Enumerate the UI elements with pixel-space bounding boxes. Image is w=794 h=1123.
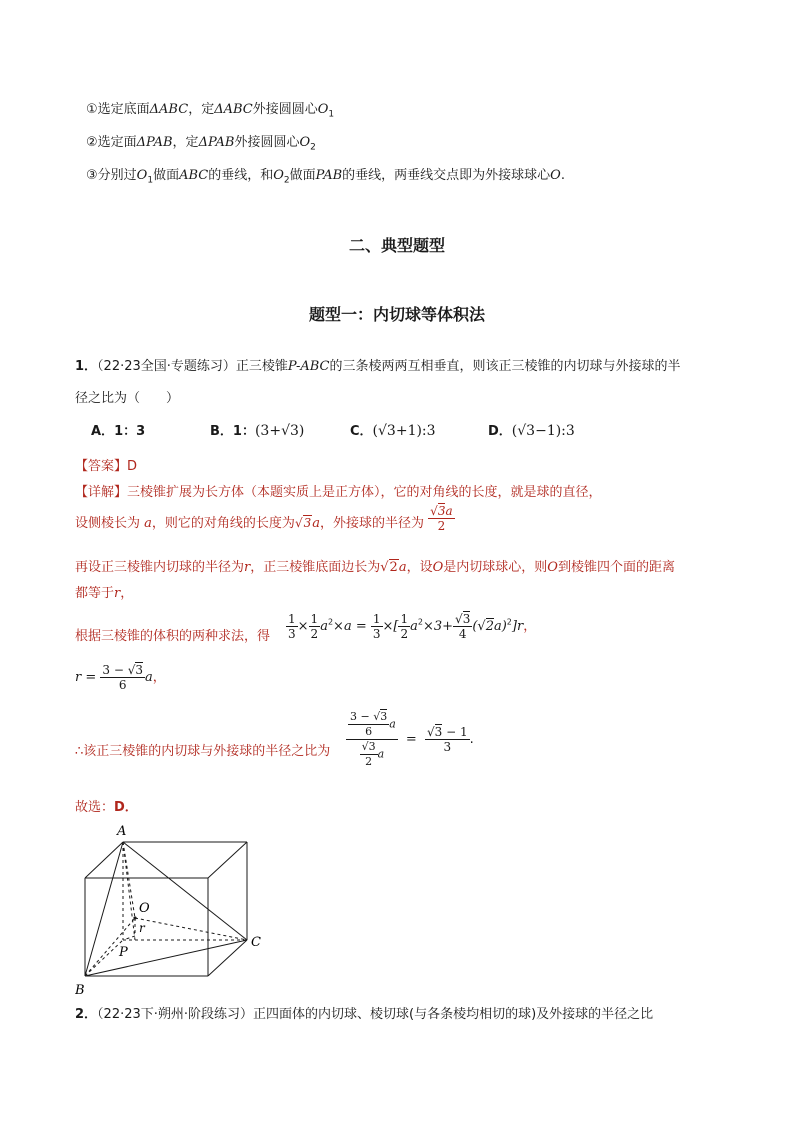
detail-tag: 【详解】 bbox=[75, 485, 128, 500]
conclusion-prefix: 故选： bbox=[75, 800, 115, 815]
problem-number: 2． bbox=[75, 1007, 98, 1022]
subscript: 2 bbox=[283, 175, 290, 186]
choice-d[interactable] bbox=[488, 420, 575, 439]
conclusion-value: D． bbox=[114, 800, 138, 815]
box-edge bbox=[208, 842, 247, 878]
detail-line-5 bbox=[75, 625, 270, 644]
label-b: B bbox=[75, 983, 85, 998]
label-a: A bbox=[117, 824, 127, 839]
choice-b-expression: (3+√3) bbox=[254, 423, 305, 439]
triangle-pab: ΔPAB bbox=[198, 135, 235, 150]
step-2-text: ，定 bbox=[172, 135, 199, 150]
problem-text: 正三棱锥 bbox=[235, 359, 288, 374]
pyramid-edge-ab bbox=[85, 842, 123, 976]
step-3-text: ③分别过 bbox=[86, 168, 137, 183]
box-hidden-edge bbox=[85, 940, 123, 976]
problem-text: 的三条棱两两互相垂直，则该正三棱锥的内切球与外接球的半 bbox=[329, 359, 681, 374]
label-p: P bbox=[119, 945, 128, 960]
detail-text: ， bbox=[120, 586, 134, 601]
pyramid-hidden-edge bbox=[123, 842, 135, 918]
step-3-text: 的垂线，两垂线交点即为外接球球心 bbox=[342, 168, 551, 183]
detail-text: 是内切球球心，则 bbox=[443, 560, 548, 575]
subsection-title: 题型一：内切球等体积法 bbox=[308, 305, 485, 324]
answer-tag: 【答案】 bbox=[75, 459, 128, 474]
choice-a[interactable] bbox=[91, 420, 145, 439]
detail-text: 设侧棱长为 bbox=[75, 516, 141, 531]
box-edge bbox=[208, 940, 247, 976]
problem-text: 正四面体的内切球、棱切球(与各条棱均相切的球)及外接球的半径之比 bbox=[253, 1007, 654, 1022]
outer-radius-fraction: $\frac{√3a}{2}$ bbox=[430, 504, 453, 533]
center-o1: O bbox=[136, 168, 148, 183]
triangle-abc: ΔABC bbox=[149, 102, 189, 117]
choice-value: 1：3 bbox=[114, 424, 146, 439]
detail-text: ，正三棱锥底面边长为 bbox=[250, 560, 381, 575]
face-abc: ABC bbox=[179, 168, 209, 183]
pyramid-name: P-ABC bbox=[287, 359, 330, 374]
choice-label: C． bbox=[350, 424, 373, 439]
detail-text: ，外接球的半径为 bbox=[320, 516, 425, 531]
choice-b[interactable] bbox=[210, 420, 304, 439]
step-3-text: 做面 bbox=[289, 168, 316, 183]
step-1-text: 外接圆圆心 bbox=[252, 102, 318, 117]
detail-text: ，设 bbox=[406, 560, 433, 575]
conclusion bbox=[75, 796, 138, 815]
choice-label: D． bbox=[488, 424, 512, 439]
problem-source: （22·23全国·专题练习） bbox=[97, 359, 236, 374]
problem-number: 1． bbox=[75, 359, 98, 374]
step-2-text: ②选定面 bbox=[86, 135, 137, 150]
r-equation: r = $\frac{3 - √3}{6}$ a， bbox=[75, 663, 166, 692]
choice-c[interactable] bbox=[350, 420, 436, 439]
choice-label: A． bbox=[91, 424, 115, 439]
step-3 bbox=[86, 164, 565, 186]
step-2 bbox=[86, 131, 316, 153]
problem-source: （22·23下·朔州·阶段练习） bbox=[97, 1007, 254, 1022]
step-3-text: . bbox=[560, 168, 565, 183]
detail-text: 根据三棱锥的体积的两种求法，得 bbox=[75, 629, 271, 644]
detail-text: 三棱锥扩展为长方体（本题实质上是正方体），它的对角线的长度，就是球的直径， bbox=[127, 485, 602, 500]
pyramid-hidden-edge bbox=[135, 918, 247, 940]
choice-d-expression: (√3−1):3 bbox=[511, 423, 575, 439]
label-r: r bbox=[139, 921, 145, 935]
subscript: 2 bbox=[310, 142, 316, 153]
detail-text: 到棱锥四个面的距离 bbox=[557, 560, 675, 575]
choice-value: 1： bbox=[232, 424, 255, 439]
label-c: C bbox=[251, 935, 261, 950]
pyramid-edge-bc bbox=[85, 940, 247, 976]
problem-2-stem bbox=[75, 1003, 653, 1022]
triangle-pab: ΔPAB bbox=[136, 135, 173, 150]
triangle-abc: ΔABC bbox=[214, 102, 253, 117]
step-3-text: 的垂线，和 bbox=[208, 168, 274, 183]
pyramid-hidden-edge bbox=[123, 936, 135, 940]
detail-text: 都等于 bbox=[75, 586, 115, 601]
label-o: O bbox=[139, 901, 150, 916]
subscript: 1 bbox=[328, 109, 335, 120]
step-1-text: ，定 bbox=[188, 102, 215, 117]
face-pab: PAB bbox=[315, 168, 343, 183]
detail-text: ∴该正三棱锥的内切球与外接球的半径之比为 bbox=[75, 744, 331, 759]
section-title: 二、典型题型 bbox=[348, 236, 445, 255]
step-3-text: 做面 bbox=[153, 168, 180, 183]
step-1 bbox=[86, 98, 334, 120]
problem-1-stem-line2: 径之比为（ ） bbox=[75, 391, 180, 406]
answer-value: D bbox=[127, 459, 138, 474]
step-1-text: ①选定底面 bbox=[86, 102, 150, 117]
volume-equation: $\frac{1}{3}$ × $\frac{1}{2}$ $a^2\times a$ = $\frac{1}{3}$ ×[ $\frac{1}{2}$ $a^2\times 3+$ $\frac{√3}{4}$ $(√2a)^2]r$， bbox=[288, 612, 537, 641]
detail-line-4: 都等于r， bbox=[75, 586, 134, 601]
center-o2: O bbox=[299, 135, 311, 150]
center-o1: O bbox=[317, 102, 329, 117]
center-dot bbox=[133, 916, 136, 919]
answer-line bbox=[75, 455, 137, 474]
sphere-center-o: O bbox=[550, 168, 561, 183]
detail-text: ，则它的对角线的长度为 bbox=[151, 516, 295, 531]
detail-line-2: 设侧棱长为 a，则它的对角线的长度为√3a，外接球的半径为 $\frac{√3a}{2}$ bbox=[75, 504, 453, 533]
center-o2: O bbox=[273, 168, 284, 183]
choice-c-expression: (√3+1):3 bbox=[372, 423, 436, 439]
step-2-text: 外接圆圆心 bbox=[234, 135, 300, 150]
pyramid-box-figure bbox=[75, 818, 275, 1000]
ratio-equation: $\frac{3 - √3}{6}$ a $\frac{√3}{2}$ a = $\frac{√3 - 1}{3}$ . bbox=[346, 710, 474, 769]
detail-line-3: 再设正三棱锥内切球的半径为r，正三棱锥底面边长为√2a，设O是内切球球心，则O到棱锥四个面的距离 bbox=[75, 560, 675, 575]
choice-label: B． bbox=[210, 424, 233, 439]
detail-line-7 bbox=[75, 740, 330, 759]
problem-1-stem bbox=[75, 355, 681, 374]
detail-line-1 bbox=[75, 481, 602, 500]
box-edge bbox=[85, 842, 123, 878]
subscript: 1 bbox=[147, 175, 154, 186]
detail-text: 再设正三棱锥内切球的半径为 bbox=[75, 560, 245, 575]
